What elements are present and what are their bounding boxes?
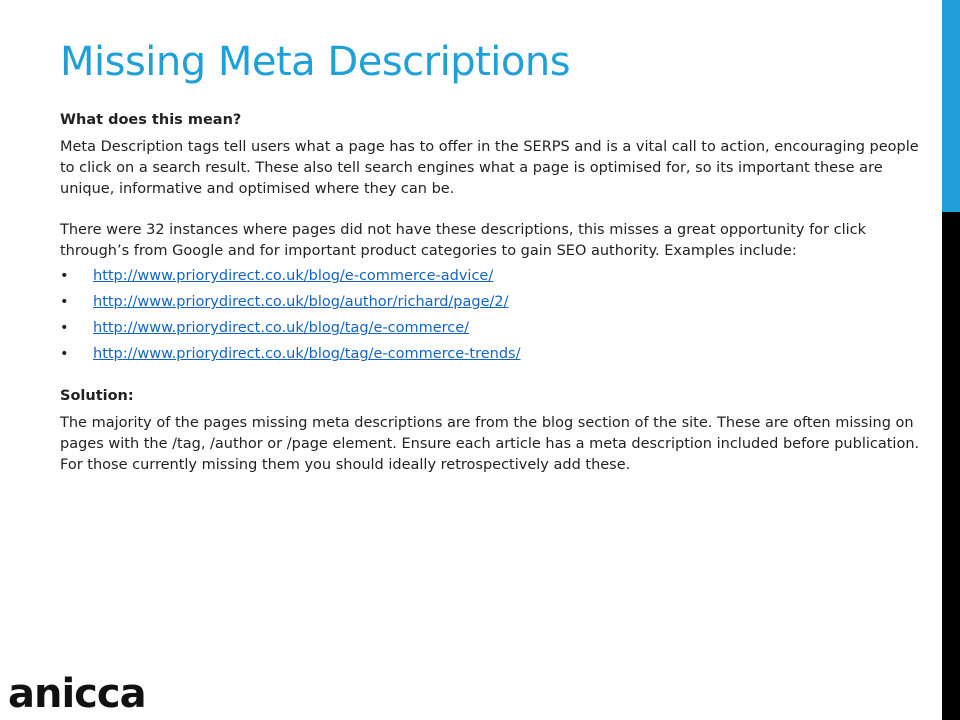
section-heading-solution: Solution: xyxy=(60,388,134,404)
example-link-list xyxy=(60,266,920,365)
paragraph-explanation: Meta Description tags tell users what a page has to offer in the SERPS and is a vital call to action, encouraging people to click on a search result. These also tell search engines what a page is optimised for, so its important these are unique, informative and optimised where they can be. xyxy=(60,139,919,197)
bullet-icon: • xyxy=(60,294,69,310)
side-accent-bar-top xyxy=(942,0,960,212)
paragraph-instances: There were 32 instances where pages did not have these descriptions, this misses a great opportunity for click through’s from Google and for important product categories to gain SEO authority. Examples include: xyxy=(60,222,867,259)
slide-title: Missing Meta Descriptions xyxy=(60,39,571,85)
slide-content xyxy=(60,110,920,476)
example-link-3[interactable]: http://www.priorydirect.co.uk/blog/tag/e-commerce/ xyxy=(93,320,470,336)
bullet-icon: • xyxy=(60,320,69,336)
list-item xyxy=(60,292,920,313)
anicca-logo: anicca xyxy=(8,671,146,717)
example-link-4[interactable]: http://www.priorydirect.co.uk/blog/tag/e-commerce-trends/ xyxy=(93,346,521,362)
example-link-2[interactable]: http://www.priorydirect.co.uk/blog/author/richard/page/2/ xyxy=(93,294,509,310)
bullet-icon: • xyxy=(60,346,69,362)
example-link-1[interactable]: http://www.priorydirect.co.uk/blog/e-commerce-advice/ xyxy=(93,268,494,284)
bullet-icon: • xyxy=(60,268,69,284)
side-accent-bar-bottom xyxy=(942,212,960,720)
section-heading-meaning: What does this mean? xyxy=(60,112,242,128)
paragraph-solution: The majority of the pages missing meta descriptions are from the blog section of the site. These are often missing on pages with the /tag, /author or /page element. Ensure each article has a meta description included before publication. For those currently missing them you should ideally retrospectively add these. xyxy=(60,415,920,473)
list-item xyxy=(60,266,920,287)
list-item xyxy=(60,344,920,365)
list-item xyxy=(60,318,920,339)
